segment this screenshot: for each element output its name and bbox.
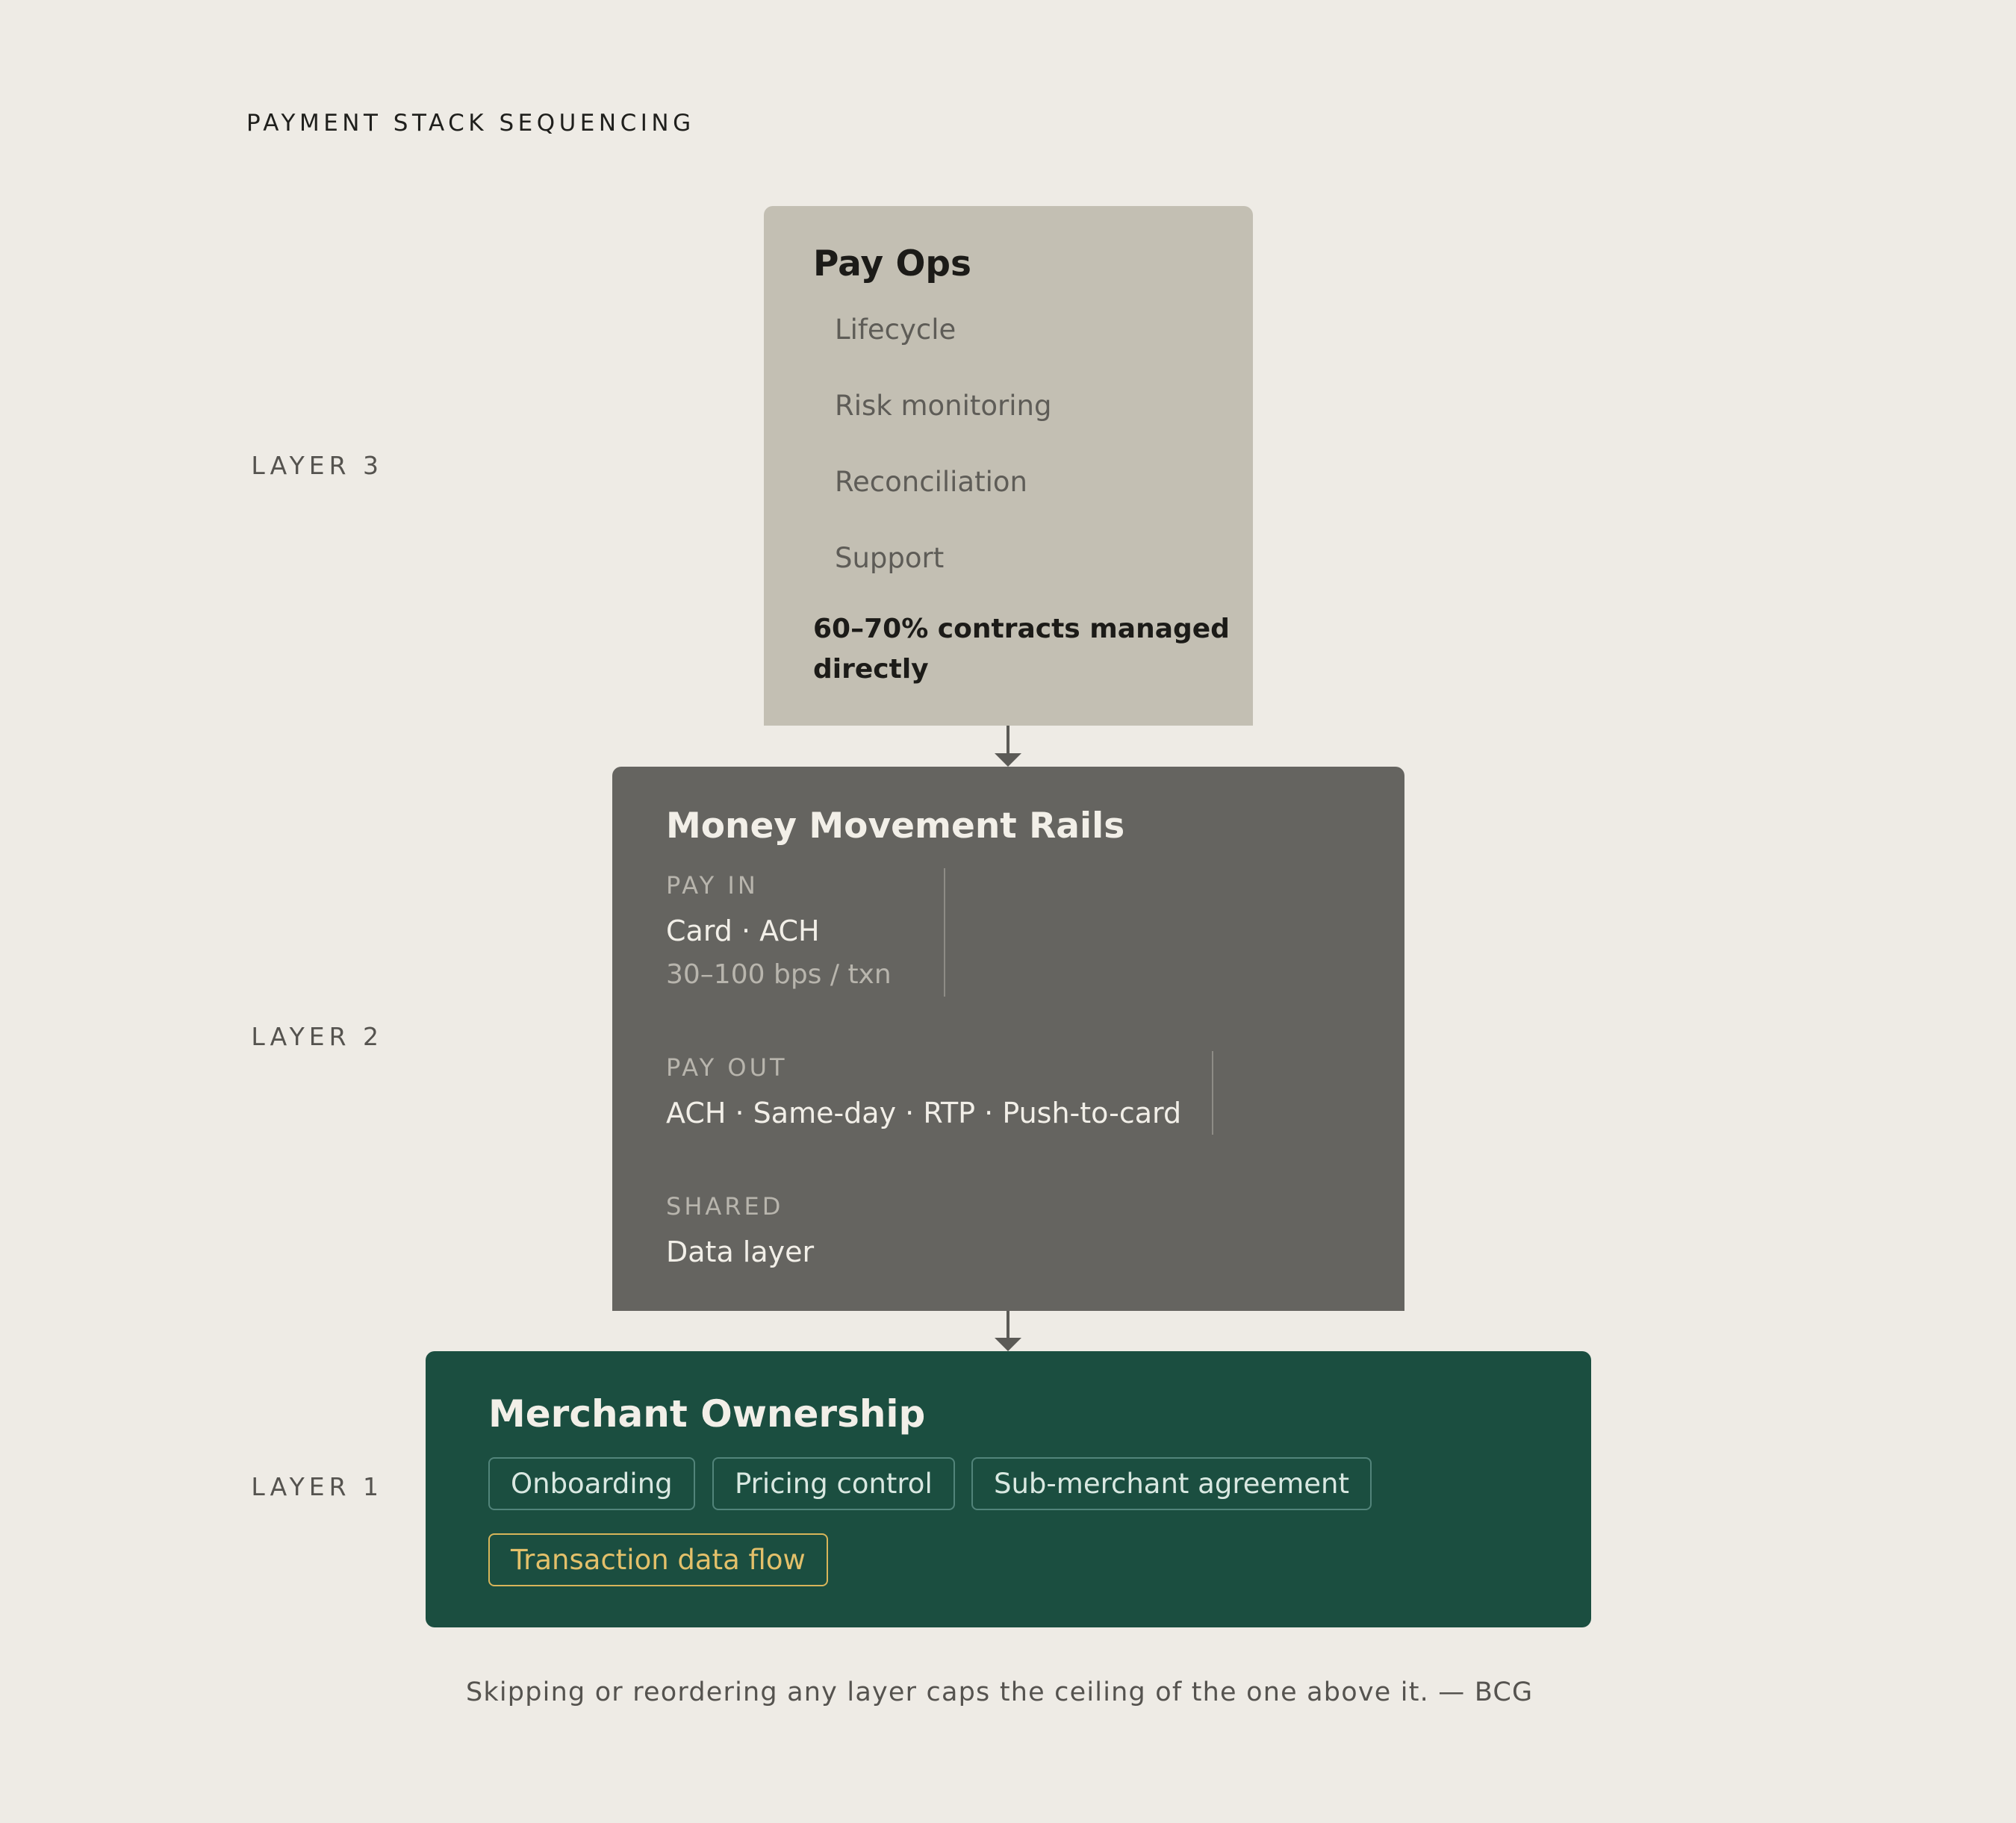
pay-out-label: PAY OUT	[666, 1053, 788, 1082]
pay-ops-box	[764, 206, 1253, 726]
merchant-ownership-title: Merchant Ownership	[488, 1392, 926, 1436]
money-movement-rails-title: Money Movement Rails	[666, 805, 1125, 847]
layer-2-label: LAYER 2	[251, 1022, 383, 1051]
pay-in-divider	[944, 868, 945, 997]
layer-1-label: LAYER 1	[251, 1472, 383, 1501]
pay-ops-title: Pay Ops	[813, 243, 972, 284]
pay-out-divider	[1212, 1051, 1213, 1135]
pay-ops-item: Reconciliation	[835, 466, 1027, 498]
chip-pricing-control: Pricing control	[712, 1457, 955, 1510]
pay-in-meta: 30–100 bps / txn	[666, 959, 892, 990]
arrow-down-icon	[995, 1338, 1021, 1351]
arrow-down-icon	[995, 753, 1021, 767]
chip-sub-merchant-agreement: Sub-merchant agreement	[971, 1457, 1372, 1510]
footnote: Skipping or reordering any layer caps the ceiling of the one above it. — BCG	[466, 1677, 1534, 1707]
connector-line	[1007, 726, 1009, 754]
pay-ops-note: 60–70% contracts managed directly	[813, 614, 1230, 685]
page-title: PAYMENT STACK SEQUENCING	[246, 110, 695, 137]
merchant-ownership-box	[426, 1351, 1591, 1627]
pay-ops-item: Risk monitoring	[835, 390, 1052, 422]
pay-in-value: Card · ACH	[666, 914, 820, 947]
shared-label: SHARED	[666, 1192, 784, 1221]
layer-3-label: LAYER 3	[251, 451, 383, 480]
chip-onboarding: Onboarding	[488, 1457, 695, 1510]
chip-transaction-data-flow: Transaction data flow	[488, 1533, 828, 1586]
money-movement-rails-box	[612, 767, 1404, 1311]
pay-in-label: PAY IN	[666, 871, 759, 900]
pay-out-value: ACH · Same-day · RTP · Push-to-card	[666, 1097, 1182, 1129]
pay-ops-item: Support	[835, 542, 945, 574]
pay-ops-item: Lifecycle	[835, 314, 956, 346]
shared-value: Data layer	[666, 1235, 815, 1268]
connector-line	[1007, 1311, 1009, 1339]
